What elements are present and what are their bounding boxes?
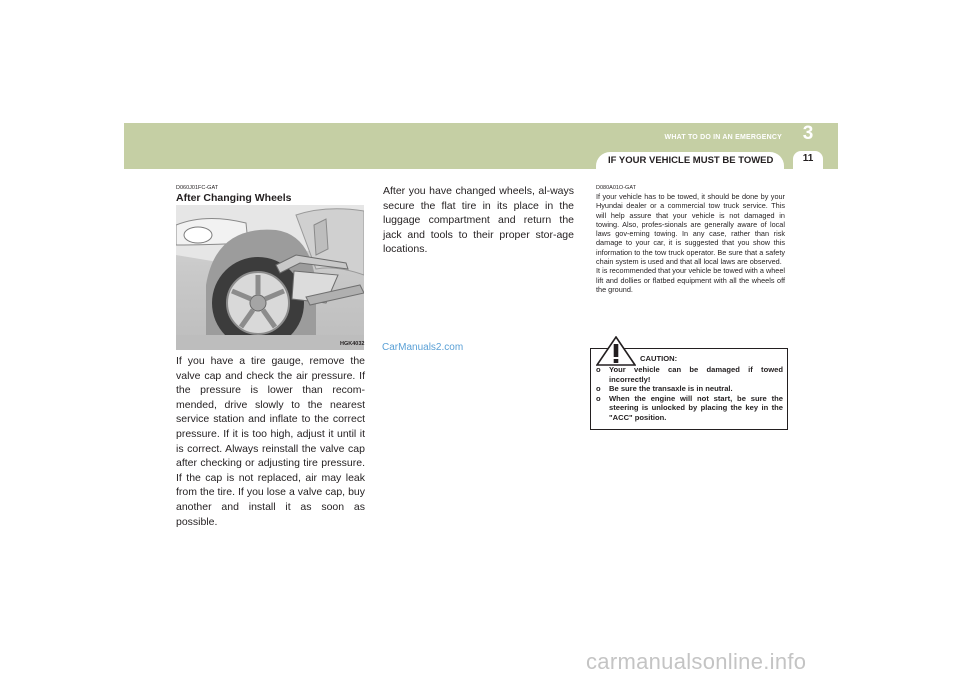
caution-bullet: o (596, 384, 601, 394)
chapter-number: 3 (802, 123, 814, 144)
towing-section-title: IF YOUR VEHICLE MUST BE TOWED (608, 155, 774, 166)
caution-list (596, 365, 783, 423)
secure-flat-tire-body: After you have changed wheels, al-ways secure the flat tire in its place in the luggage compartment and return the jack and tools to their proper stor-age locations. (383, 185, 574, 256)
towing-paragraph-1: If your vehicle has to be towed, it should be done by your Hyundai dealer or a commercial tow truck service. This will help assure that your vehicle is not damaged in towing. Also, profes-sionals are generally aware of local laws gov-erning towing. In any case, rather than risk damage to your car, it is suggested that you show this information to the tow truck operator. Be sure that a safety chain system is used and that all local laws are observed. (596, 192, 785, 267)
carmanualsonline-watermark: carmanualsonline.info (586, 649, 807, 674)
towing-paragraph-2: It is recommended that your vehicle be towed with a wheel lift and dollies or flatbed equipment with all the wheels off the ground. (596, 266, 786, 294)
figure-code: HGK4032 (340, 341, 365, 347)
section-heading-after-changing-wheels: After Changing Wheels (176, 192, 292, 204)
section-code-towing: D080A01O-GAT (596, 185, 636, 191)
caution-bullet: o (596, 365, 601, 374)
after-changing-wheels-body: If you have a tire gauge, remove the valve cap and check the air pressure. If the pressure is lower than recom-mended, drive slowly to the nearest service station and inflate to the correct pressure. If it is too high, adjust it until it is correct. Always reinstall the valve cap after checking or adjusting tire pressure. If the cap is not replaced, air may leak from the tire. If you lose a valve cap, buy another and install it as soon as possible. (176, 355, 365, 528)
caution-item: o When the engine will not start, be sure the steering is unlocked by placing the key in the "ACC" position. (596, 393, 783, 422)
wheel-change-illustration (176, 205, 364, 350)
header-section-title: WHAT TO DO IN AN EMERGENCY (664, 134, 782, 141)
car-wheel-jack-illustration (176, 205, 364, 350)
section-code-after-changing: D060J01FC-GAT (176, 185, 219, 191)
caution-item: o Be sure the transaxle is in neutral. (596, 384, 733, 394)
page-number: 11 (802, 153, 814, 164)
towing-body (596, 192, 785, 294)
carmanuals2-watermark: CarManuals2.com (382, 342, 464, 353)
caution-bullet: o (596, 393, 601, 403)
caution-title: CAUTION: (640, 354, 678, 363)
caution-item: o Your vehicle can be damaged if towed incorrectly! (596, 365, 783, 384)
